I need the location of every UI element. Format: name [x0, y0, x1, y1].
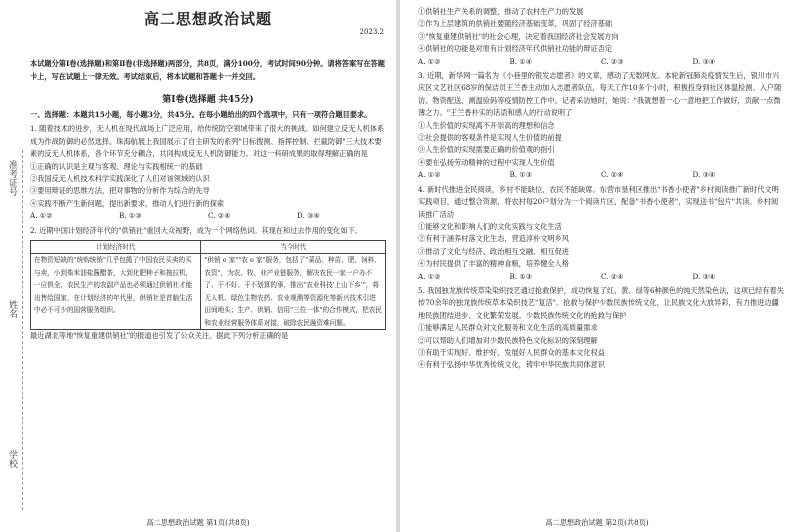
exam-page-2	[400, 0, 794, 532]
choice-c: C. ②④	[208, 211, 231, 221]
side-label-exam-number: 准考证号	[7, 160, 17, 196]
question-2-option: ④供销社的功能是对原有计划经济年代供销社功能的辩证否定	[418, 44, 613, 54]
question-2-option: ①供销社生产关系的调整，推动了农村生产力的发展	[418, 7, 584, 16]
question-5-option: ①能够满足人民群众对文化服务和文化生活的高质量需求	[418, 323, 598, 333]
table-cell: "供销 e 家""农 e 家"服务，包括了"菜品、种苗、肥、饲料、农资"，为农、牧、业产业链服务，解决农民一家一户办不了、干不好、干不划算的事，推出"农业科技'上山下乡'"，将无人机、绿色生物农药、农业观测等资源化等新兴技术引进田间地头；生产、供销、信用"三位一体"的合作模式，把农民和农业经营服务体系对接，破除农民融资难问题。	[201, 254, 386, 329]
question-5-stem: 5. 我国独龙族传统草染染织技艺通过抢救保护，成功恢复了红、黄、绿等6种颜色的纯天然染色法，这项已经有着失传70余年的独龙族传统草本染织技艺"复活"。抢救与保护少数民族传统文化，让民族文化大放异彩，有力推进边疆地民族团结进步、文化繁荣发展。少数民族传统文化的抢救与保护	[418, 285, 784, 320]
question-1-option: ②我国反无人机技术科学实践深化了人们对该领域的认识	[30, 174, 210, 184]
side-label-school: 学校	[7, 450, 17, 468]
choice-a: A. ①②	[418, 56, 441, 66]
exam-page-1	[0, 0, 396, 532]
choice-a: A. ①②	[418, 271, 441, 281]
question-2-option: ③"恢复重建供销社"的社会心理，决定着我国经济社会发展方向	[418, 31, 619, 41]
question-3-choices	[418, 169, 784, 181]
choice-d: D. ③④	[297, 211, 320, 221]
comparison-table	[30, 240, 386, 330]
part-title: 第Ⅰ卷(选择题 共45分)	[162, 95, 254, 105]
page-footer: 高二思想政治试题 第1页(共8页)	[146, 518, 250, 527]
question-5-option: ③有助于实现好、维护好、发展好人民群众的基本文化权益	[418, 347, 605, 357]
exam-date: 2023.2	[359, 28, 384, 36]
binding-line	[22, 150, 23, 510]
choice-c: C. ②④	[601, 271, 624, 281]
choice-b: B. ①③	[509, 271, 533, 281]
choice-c: C. ②④	[601, 170, 624, 180]
question-5-option: ②可以帮助人们增加对少数民族特色文化标识的深刻理解	[418, 335, 598, 345]
page-title: 高二思想政治试题	[143, 10, 272, 28]
question-4-option: ①能够文化和影响人们的文化实践与文化生活	[418, 221, 562, 231]
question-4-choices	[418, 271, 784, 283]
question-1-choices	[30, 210, 386, 222]
question-1-option: ①正确的认识是主观与客观、理论与实践相统一的基础	[30, 161, 203, 171]
question-3-option: ②社会提供的客观条件是实现人生价值的前提	[418, 133, 562, 143]
choice-a: A. ①②	[418, 170, 441, 180]
question-2-option: ②作为上层建筑的供销社要随经济基础变革，巩固了经济基础	[418, 19, 613, 29]
page-footer: 高二思想政治试题 第2页(共8页)	[545, 518, 649, 527]
choice-d: D. ③④	[692, 170, 716, 180]
question-3-option: ③人生价值的实现需要正确的价值观的指引	[418, 145, 555, 155]
question-2-stem: 2. 近期中国计划经济年代的"供销社"重回大众视野，成为一个网络热词。其现在和过去作用的变化如下。	[30, 225, 363, 235]
choice-c: C. ②③	[601, 56, 624, 66]
question-4-option: ④为村民提供了丰富的精神食粮，培养健全人格	[418, 259, 569, 269]
question-3-option: ①人生价值的实现离不开崇高的理想和信念	[418, 120, 555, 130]
question-5-option: ④有利于弘扬中华优秀传统文化，铸牢中华民族共同体意识	[418, 360, 605, 370]
question-2-choices	[418, 56, 784, 68]
choice-d: D. ③④	[692, 56, 716, 66]
table-header: 计划经济时代	[31, 241, 201, 254]
question-4-option: ③推动了文化与经济、政治相互交融、相互促进	[418, 246, 569, 256]
question-1-option: ④实践不断产生新问题，提出新要求，推动人们进行新的探索	[30, 198, 225, 208]
choice-b: B. ①③	[119, 211, 142, 221]
question-1-option: ③要用辩证的思维方法，把对事物的分析作为综合的先导	[30, 186, 210, 196]
table-cell: 在物资短缺的"统购统销"几乎包揽了中国农民买卖的买与卖，小到柴米油盐酱醋茶，大到化肥种子和拖拉机，一应俱全，农民生产的农副产品也必须通过供销社才能出售给国家，在计划经济的年代里，供销社是首脑生活中必不可少的国营服务组织。	[31, 254, 201, 329]
choice-b: B. ①④	[509, 56, 533, 66]
table-header: 当今时代	[201, 241, 386, 254]
choice-d: D. ③④	[692, 271, 716, 281]
question-4-stem: 4. 新时代推进全民阅读，乡村不能缺位，农民不能缺席。东营市垦利区推出"书香小使者"乡村阅读推广新时代文明实践项目，通过整合资源，将农村每20户划分为一个阅读片区，配备"书香小使者"，实现送书"包片"共读。乡村阅读推广活动	[418, 184, 779, 219]
question-1-stem: 1. 随着技术的进步，无人机在现代战场上广泛应用，给传统防空领域带来了很大的挑战。如何建立反无人机体系成为作战防御的必然选择。珠海航展上我国展示了自主研发的系列"日标搜测、指挥控制、拦截防御"三大技术要素的反无人机体系，各个环节充分耦合，共同构成反无人机防御能力。对这一科研成果的取得理解正确的是	[30, 124, 385, 159]
choice-b: B. ①③	[509, 170, 533, 180]
choice-a: A. ①②	[30, 211, 53, 221]
question-3-option: ④要在弘扬劳动精神的过程中实现人生价值	[418, 157, 555, 167]
section-heading: 一、选择题：本题共15小题，每小题3分，共45分。在每小题给出的四个选项中，只有一项符合题目要求。	[30, 110, 372, 119]
question-2-prompt: 最近湖北等地"恢复重建供销社"的报道也引发了公众关注。据此下列分析正确的是	[30, 330, 289, 340]
exam-intro: 本试题分第Ⅰ卷(选择题)和第Ⅱ卷(非选择题)两部分，共8页，满分100分，考试时间90分钟。请将答案写在答题卡上，写在试题上一律无效。考试结束后，将本试题和答题卡一并交回。	[30, 59, 385, 81]
question-3-stem: 3. 近期，新华网一篇名为《小巷里的银发志愿者》的文章，感动了无数网友。本轮新冠肺炎疫情发生后，银川市兴庆区文艺社区68岁的保洁员王兰香主动加入志愿者队伍，每天工作10多个小时，积极投身到社区体温检测、入户随访、物资配送、测温验码等疫情防控工作中。记者采访她时，她说："我就想着一心一意地把工作做好，贡献一点微薄之力。"王兰香朴实的话语和感人的行动说明了	[418, 71, 782, 118]
side-label-name: 姓名	[7, 300, 17, 318]
question-4-option: ②有利于涵养村落文化生态，营造淳朴文明乡风	[418, 234, 569, 244]
